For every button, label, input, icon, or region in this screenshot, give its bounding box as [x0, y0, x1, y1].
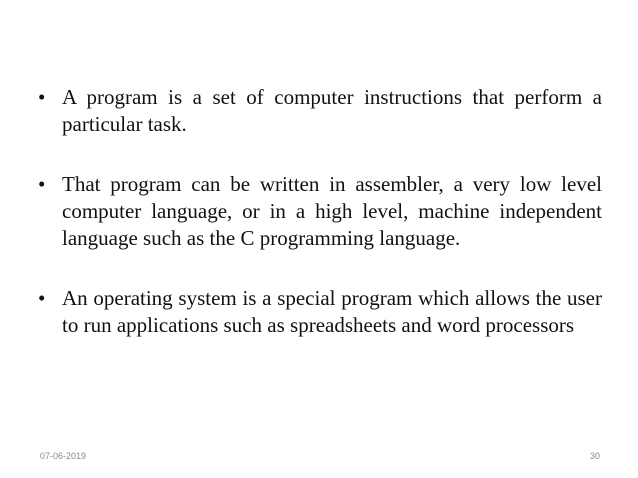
bullet-marker: • — [38, 286, 46, 310]
bullet-list — [38, 84, 602, 339]
page-number: 30 — [589, 451, 600, 461]
bullet-item — [38, 84, 602, 138]
bullet-text: A program is a set of computer instructions that perform a particular task. — [62, 85, 602, 136]
bullet-text: An operating system is a special program which allows the user to run applications such as spreadsheets and word processors — [62, 286, 602, 337]
bullet-item — [38, 171, 602, 252]
bullet-marker: • — [38, 85, 46, 109]
footer-date: 07-06-2019 — [40, 451, 87, 461]
bullet-item — [38, 285, 602, 339]
bullet-marker: • — [38, 172, 46, 196]
bullet-text: That program can be written in assembler, a very low level computer language, or in a high level, machine independent language such as the C programming language. — [62, 172, 602, 250]
